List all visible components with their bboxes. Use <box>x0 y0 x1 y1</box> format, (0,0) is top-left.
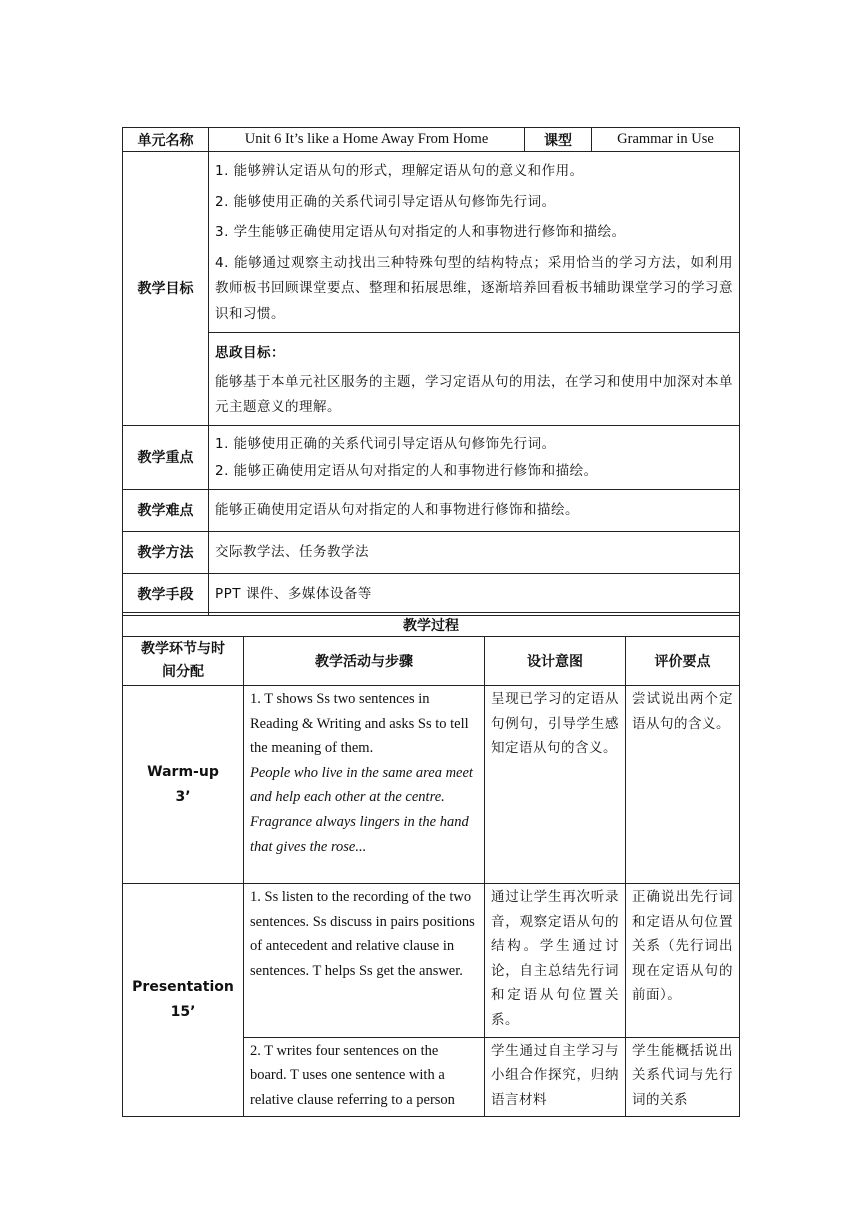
means-text: PPT 课件、多媒体设备等 <box>209 573 740 615</box>
sizheng-objectives <box>209 333 740 426</box>
objectives-label: 教学目标 <box>123 152 209 426</box>
activity-text: 1. T shows Ss two sentences in Reading & Writing and asks Ss to tell the meaning of them. <box>250 691 469 757</box>
stage-time: 15’ <box>170 1004 196 1021</box>
presentation-step1-activity: 1. Ss listen to the recording of the two sentences. Ss discuss in pairs positions of antecedent and relative clause in sentences. T helps Ss get the answer. <box>244 884 485 1038</box>
col-header-intent: 设计意图 <box>485 637 626 686</box>
presentation-step2-evaluation: 学生能概括说出关系代词与先行词的关系 <box>626 1037 740 1117</box>
process-title: 教学过程 <box>123 613 740 637</box>
stage-name: Warm-up <box>147 763 219 780</box>
methods-text: 交际教学法、任务教学法 <box>209 531 740 573</box>
stage-name: Presentation <box>132 979 234 996</box>
objective-item: 2. 能够使用正确的关系代词引导定语从句修饰先行词。 <box>215 193 556 210</box>
methods-label: 教学方法 <box>123 531 209 573</box>
presentation-step2-activity: 2. T writes four sentences on the board. T uses one sentence with a relative clause referring to a person <box>244 1037 485 1117</box>
difficulties-text: 能够正确使用定语从句对指定的人和事物进行修饰和描绘。 <box>209 489 740 531</box>
teaching-process-table <box>122 612 740 1117</box>
objective-item: 1. 能够辨认定语从句的形式，理解定语从句的意义和作用。 <box>215 163 584 179</box>
objective-item: 4. 能够通过观察主动找出三种特殊句型的结构特点；采用恰当的学习方法，如利用教师板书回顾课堂要点、整理和拓展思维，逐渐培养回看板书辅助课堂学习的学习意识和习惯。 <box>215 254 733 322</box>
col-header-stage: 教学环节与时间分配 <box>123 637 244 686</box>
objective-item: 3. 学生能够正确使用定语从句对指定的人和事物进行修饰和描绘。 <box>215 224 626 240</box>
sizheng-title: 思政目标： <box>215 345 285 361</box>
col-header-activity: 教学活动与步骤 <box>244 637 485 686</box>
means-label: 教学手段 <box>123 573 209 615</box>
warmup-activity <box>244 686 485 884</box>
lesson-type-label: 课型 <box>525 128 592 152</box>
unit-name-label: 单元名称 <box>123 128 209 152</box>
sizheng-text: 能够基于本单元社区服务的主题，学习定语从句的用法，在学习和使用中加深对本单元主题意义的理解。 <box>215 373 733 415</box>
stage-warmup <box>123 686 244 884</box>
stage-presentation <box>123 884 244 1117</box>
presentation-step1-evaluation: 正确说出先行词和定语从句位置关系（先行词出现在定语从句的前面）。 <box>626 884 740 1038</box>
key-points-label: 教学重点 <box>123 425 209 489</box>
warmup-intent: 呈现已学习的定语从句例句，引导学生感知定语从句的含义。 <box>485 686 626 884</box>
key-point-item: 1. 能够使用正确的关系代词引导定语从句修饰先行词。 <box>215 435 556 452</box>
col-header-evaluation: 评价要点 <box>626 637 740 686</box>
objectives-list <box>209 152 740 333</box>
example-sentence: Fragrance always lingers in the hand that gives the rose... <box>250 813 469 855</box>
difficulties-label: 教学难点 <box>123 489 209 531</box>
lesson-type-value: Grammar in Use <box>592 128 740 152</box>
unit-name-value: Unit 6 It’s like a Home Away From Home <box>209 128 525 152</box>
stage-time: 3’ <box>175 788 191 805</box>
warmup-evaluation: 尝试说出两个定语从句的含义。 <box>626 686 740 884</box>
key-point-item: 2. 能够正确使用定语从句对指定的人和事物进行修饰和描绘。 <box>215 463 598 479</box>
lesson-info-table <box>122 127 740 616</box>
presentation-step2-intent: 学生通过自主学习与小组合作探究，归纳语言材料 <box>485 1037 626 1117</box>
key-points-list <box>209 425 740 489</box>
example-sentence: People who live in the same area meet and help each other at the centre. <box>250 764 473 806</box>
presentation-step1-intent: 通过让学生再次听录音，观察定语从句的结构。学生通过讨论，自主总结先行词和定语从句位置关系。 <box>485 884 626 1038</box>
